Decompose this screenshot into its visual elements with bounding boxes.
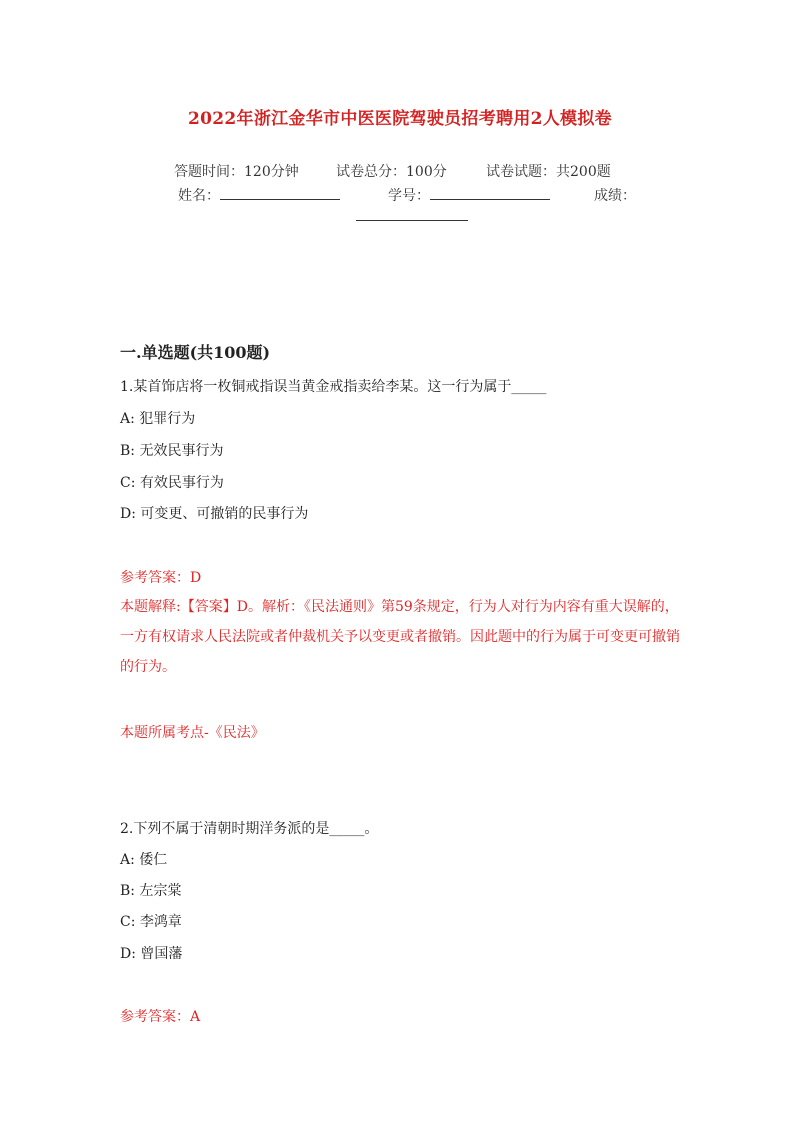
- option-c[interactable]: C: 有效民事行为: [120, 475, 224, 491]
- question-stem: 1.某首饰店将一枚铜戒指误当黄金戒指卖给李某。这一行为属于_____: [120, 379, 547, 395]
- option-d[interactable]: D: 可变更、可撤销的民事行为: [120, 506, 309, 522]
- name-blank[interactable]: [220, 185, 340, 200]
- student-id-field[interactable]: [388, 185, 550, 205]
- reference-answer: 参考答案：D: [120, 570, 202, 586]
- score-blank[interactable]: [356, 206, 468, 221]
- student-id-blank[interactable]: [430, 185, 550, 200]
- exam-title: 2022年浙江金华市中医医院驾驶员招考聘用2人模拟卷: [188, 109, 612, 129]
- name-field[interactable]: [178, 185, 340, 205]
- option-d[interactable]: D: 曾国藩: [120, 946, 183, 962]
- exam-time: 答题时间：120分钟: [174, 164, 299, 180]
- question-stem: 2.下列不属于清朝时期洋务派的是_____。: [120, 821, 379, 837]
- question-topic: 本题所属考点-《民法》: [120, 725, 265, 741]
- option-b[interactable]: B: 左宗棠: [120, 883, 182, 899]
- option-a[interactable]: A: 倭仁: [120, 852, 168, 868]
- option-b[interactable]: B: 无效民事行为: [120, 443, 224, 459]
- exam-total-score: 试卷总分：100分: [336, 164, 447, 180]
- answer-explanation: 本题解释:【答案】D。解析：《民法通则》第59条规定，行为人对行为内容有重大误解的，一方有权请求人民法院或者仲裁机关予以变更或者撤销。因此题中的行为属于可变更可撤销的行为。: [120, 599, 680, 675]
- option-a[interactable]: A: 犯罪行为: [120, 411, 196, 427]
- reference-answer: 参考答案：A: [120, 1009, 201, 1025]
- option-c[interactable]: C: 李鸿章: [120, 914, 182, 930]
- name-label: 姓名：: [178, 188, 220, 204]
- section-heading: 一.单选题(共100题): [120, 343, 271, 362]
- score-label: 成绩：: [594, 188, 636, 204]
- student-id-label: 学号：: [388, 188, 430, 204]
- exam-question-count: 试卷试题：共200题: [486, 164, 611, 180]
